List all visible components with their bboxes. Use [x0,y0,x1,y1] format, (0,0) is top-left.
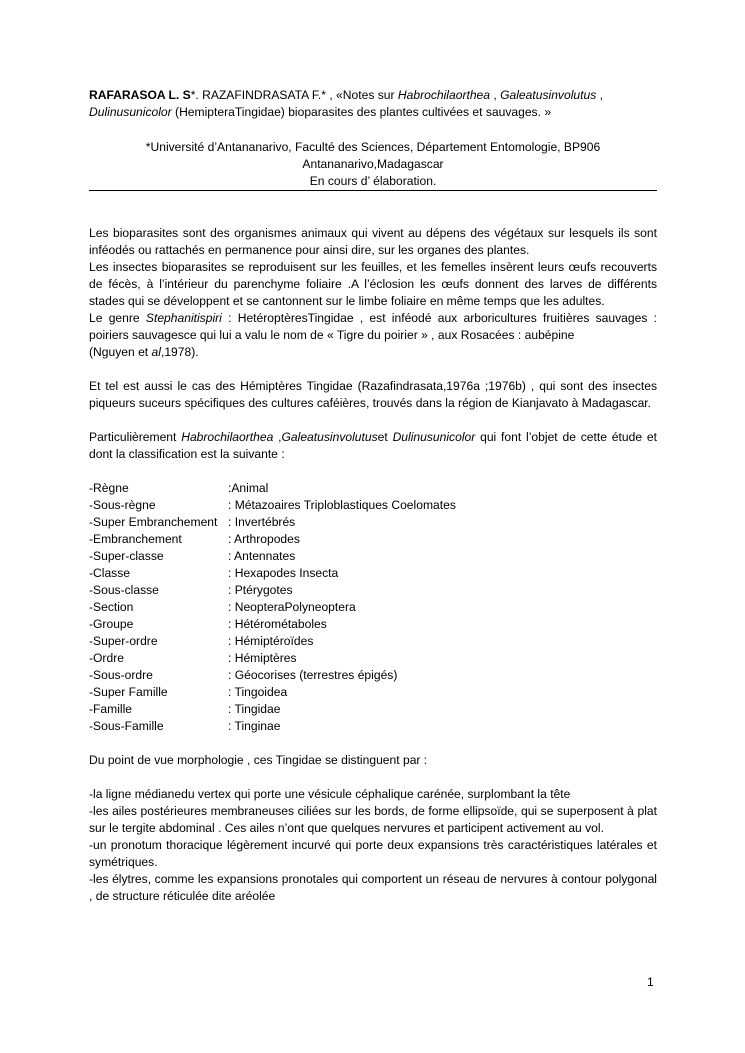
taxonomy-rank: -Groupe [89,617,134,631]
taxonomy-row [89,531,657,548]
taxonomy-rank: -Super Embranchement [89,515,218,529]
taxonomy-row [89,599,657,616]
taxonomy-value: : Hétérométaboles [228,617,327,631]
article-header [89,87,657,121]
article-body [89,225,657,905]
taxonomy-row [89,616,657,633]
taxonomy-rank: -Sous-classe [89,583,159,597]
morphology-item: -les élytres, comme les expansions pronotales qui comportent un réseau de nervures à contour polygonal , de structure réticulée dite aréolée [89,872,657,903]
taxonomy-value: : Métazoaires Triploblastiques Coelomates [228,498,456,512]
taxonomy-rank: -Classe [89,566,130,580]
species-name: Galeatusinvolutus [281,430,378,444]
morphology-item: -les ailes postérieures membraneuses ciliées sur les bords, de forme ellipsoïde, qui se superposent à plat sur le tergite abdominal . Ces ailes n’ont que quelques nervures et participent activement au vol. [89,804,657,835]
separator: , [596,88,603,102]
paragraph: Du point de vue morphologie , ces Tingidae se distinguent par : [89,753,428,767]
taxonomy-value: : Géocorises (terrestres épigés) [228,668,398,682]
taxonomy-value: : Tingidae [228,702,281,716]
title-text: (HemipteraTingidae) bioparasites des plantes cultivées et sauvages. » [171,105,552,119]
species-name: Dulinusunicolor [89,105,172,119]
taxonomy-rank: -Super-ordre [89,634,158,648]
taxonomy-row [89,480,657,497]
taxonomy-value: :Animal [228,481,269,495]
separator: , [490,88,501,102]
taxonomy-value: : Antennates [228,549,296,563]
morphology-item: -la ligne médianedu vertex qui porte une vésicule céphalique carénée, surplombant la tête [89,787,571,801]
status-line: En cours d’ élaboration. [309,174,437,188]
affiliation-line: Antananarivo,Madagascar [302,157,444,171]
taxonomy-row [89,548,657,565]
taxonomy-rank: -Super Famille [89,685,168,699]
taxonomy-row [89,582,657,599]
citation: ,1978). [160,345,199,359]
taxonomy-row [89,701,657,718]
taxonomy-value: : Ptérygotes [228,583,293,597]
paragraph: Les bioparasites sont des organismes animaux qui vivent au dépens des végétaux sur lesquels ils sont inféodés ou rattachés en permanence pour ainsi dire, sur les organes des plantes. [89,226,657,257]
citation: al [151,345,161,359]
taxonomy-row [89,718,657,735]
morphology-item: -un pronotum thoracique légèrement incurvé qui porte deux expansions très caractéristiques latérales et symétriques. [89,838,657,869]
paragraph: Les insectes bioparasites se reproduisent sur les feuilles, et les femelles insèrent leurs œufs recouverts de fécès, à l’intérieur du parenchyme foliaire .A l’éclosion les œufs donnent des larves de différents stades qui se développent et se cantonnent sur le limbe foliaire en même temps que les adultes. [89,260,657,308]
taxonomy-value: : NeopteraPolyneoptera [228,600,356,614]
taxonomy-rank: -Embranchement [89,532,182,546]
text: et [377,430,393,444]
species-name: Stephanitispiri [145,311,222,325]
taxonomy-value: : Tingoidea [228,685,288,699]
taxonomy-value: : Hémiptères [228,651,297,665]
taxonomy-rank: -Sous-ordre [89,668,153,682]
taxonomy-rank: -Famille [89,702,133,716]
taxonomy-row [89,667,657,684]
taxonomy-value: : Invertébrés [228,515,296,529]
taxonomy-value: : Tinginae [228,719,281,733]
page-number: 1 [647,975,654,989]
taxonomy-rank: -Section [89,600,134,614]
taxonomy-value: : Arthropodes [228,532,300,546]
taxonomy-row [89,514,657,531]
text: : HetéroptèresTingidae , est inféodé aux arboricultures fruitières sauvages : poiriers sauvagesce qui lui a valu le nom de « Tigre du poirier » , aux Rosacées : aubépine [89,311,657,342]
affiliation [89,139,657,190]
species-name: Dulinusunicolor [392,430,476,444]
paragraph [89,310,657,361]
taxonomy-row [89,565,657,582]
affiliation-line: *Université d’Antananarivo, Faculté des Sciences, Département Entomologie, BP906 [145,140,601,154]
taxonomy-row [89,633,657,650]
first-author: RAFARASOA L. S [89,88,191,102]
taxonomy-value: : Hexapodes Insecta [228,566,339,580]
taxonomy-row [89,684,657,701]
taxonomy-row [89,650,657,667]
paragraph: Et tel est aussi le cas des Hémiptères Tingidae (Razafindrasata,1976a ;1976b) , qui sont des insectes piqueurs suceurs spécifiques des cultures caféières, trouvés dans la région de Kianjavato à Madagascar. [89,379,657,410]
text: Particulièrement [89,430,182,444]
taxonomy-row [89,497,657,514]
paragraph [89,429,657,463]
taxonomy-rank: -Ordre [89,651,124,665]
species-name: Galeatusinvolutus [500,88,597,102]
citation: (Nguyen et [89,345,152,359]
species-name: Habrochilaorthea [181,430,274,444]
authors-text: *. RAZAFINDRASATA F.* , «Notes sur [190,88,398,102]
text: qui font l’objet de cette étude et dont la classification est la suivante : [89,430,657,461]
taxonomy-list [89,480,657,735]
taxonomy-value: : Hémiptéroïdes [228,634,314,648]
species-name: Habrochilaorthea [397,88,491,102]
header-divider [89,190,657,191]
taxonomy-rank: -Sous-règne [89,498,156,512]
text: Le genre [89,311,146,325]
taxonomy-rank: -Sous-Famille [89,719,164,733]
separator: , [273,430,282,444]
taxonomy-rank: -Super-classe [89,549,164,563]
taxonomy-rank: -Règne [89,481,129,495]
title-line [89,87,657,121]
